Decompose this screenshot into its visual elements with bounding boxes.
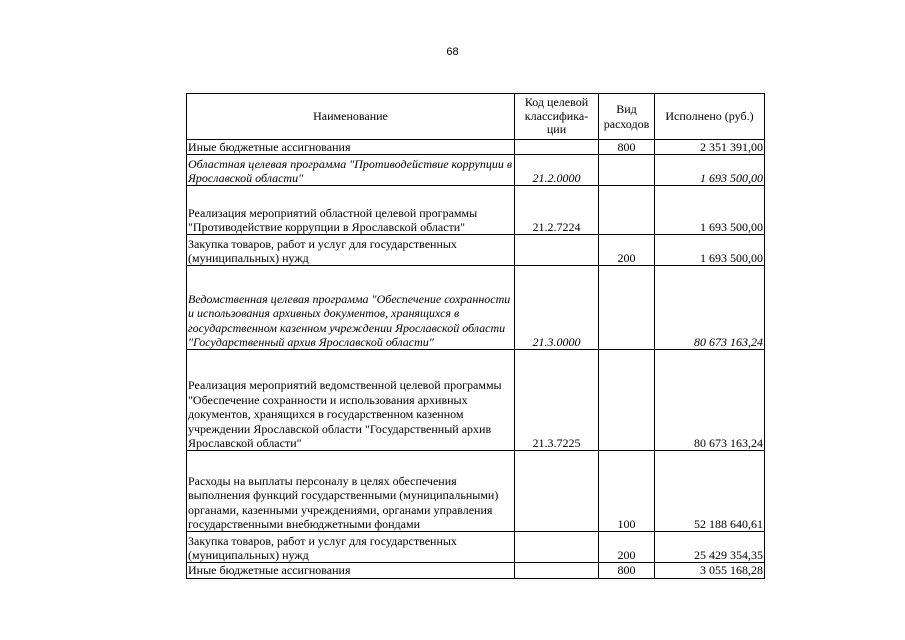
row-sum: 80 673 163,24 bbox=[655, 350, 765, 451]
row-kind: 200 bbox=[599, 532, 655, 563]
row-sum: 2 351 391,00 bbox=[655, 140, 765, 155]
table-row bbox=[187, 266, 765, 350]
row-kind: 100 bbox=[599, 451, 655, 532]
row-name: Реализация мероприятий ведомственной целевой программы "Обеспечение сохранности и использования архивных документов, хранящихся в государственном казенном учреждении Ярославской области "Государственный архив Ярославской области" bbox=[187, 350, 515, 451]
row-name: Закупка товаров, работ и услуг для государственных (муниципальных) нужд bbox=[187, 235, 515, 266]
table-row bbox=[187, 155, 765, 186]
row-name: Областная целевая программа "Противодействие коррупции в Ярославской области" bbox=[187, 155, 515, 186]
row-kind bbox=[599, 350, 655, 451]
row-code: 21.2.7224 bbox=[515, 186, 599, 235]
row-name: Ведомственная целевая программа "Обеспечение сохранности и использования архивных документов, хранящихся в государственном казенном учреждении Ярославской области "Государственный архив Ярославской области" bbox=[187, 266, 515, 350]
table-row bbox=[187, 532, 765, 563]
page-number: 68 bbox=[446, 46, 459, 58]
row-code: 21.2.0000 bbox=[515, 155, 599, 186]
row-name: Закупка товаров, работ и услуг для государственных (муниципальных) нужд bbox=[187, 532, 515, 563]
header-name: Наименование bbox=[187, 94, 515, 140]
row-kind bbox=[599, 186, 655, 235]
row-sum: 80 673 163,24 bbox=[655, 266, 765, 350]
header-kind: Вид расходов bbox=[599, 94, 655, 140]
row-sum: 1 693 500,00 bbox=[655, 235, 765, 266]
row-code bbox=[515, 451, 599, 532]
budget-table bbox=[186, 93, 765, 579]
row-code bbox=[515, 563, 599, 578]
row-name: Иные бюджетные ассигнования bbox=[187, 140, 515, 155]
row-kind: 800 bbox=[599, 140, 655, 155]
row-sum: 52 188 640,61 bbox=[655, 451, 765, 532]
row-sum: 1 693 500,00 bbox=[655, 155, 765, 186]
table-row bbox=[187, 140, 765, 155]
row-sum: 3 055 168,28 bbox=[655, 563, 765, 578]
row-code bbox=[515, 532, 599, 563]
header-row bbox=[187, 94, 765, 140]
row-kind: 200 bbox=[599, 235, 655, 266]
row-sum: 25 429 354,35 bbox=[655, 532, 765, 563]
row-name: Реализация мероприятий областной целевой программы "Противодействие коррупции в Ярославской области" bbox=[187, 186, 515, 235]
row-sum: 1 693 500,00 bbox=[655, 186, 765, 235]
table-row bbox=[187, 186, 765, 235]
row-kind bbox=[599, 266, 655, 350]
row-kind bbox=[599, 155, 655, 186]
row-kind: 800 bbox=[599, 563, 655, 578]
row-name: Расходы на выплаты персоналу в целях обеспечения выполнения функций государственными (муниципальными) органами, казенными учреждениями, органами управления государственными внебюджетными фондами bbox=[187, 451, 515, 532]
header-code: Код целевой классифика-ции bbox=[515, 94, 599, 140]
table-row bbox=[187, 563, 765, 578]
table-row bbox=[187, 350, 765, 451]
table-row bbox=[187, 235, 765, 266]
table-row bbox=[187, 451, 765, 532]
row-name: Иные бюджетные ассигнования bbox=[187, 563, 515, 578]
row-code: 21.3.7225 bbox=[515, 350, 599, 451]
row-code: 21.3.0000 bbox=[515, 266, 599, 350]
header-sum: Исполнено (руб.) bbox=[655, 94, 765, 140]
row-code bbox=[515, 235, 599, 266]
row-code bbox=[515, 140, 599, 155]
